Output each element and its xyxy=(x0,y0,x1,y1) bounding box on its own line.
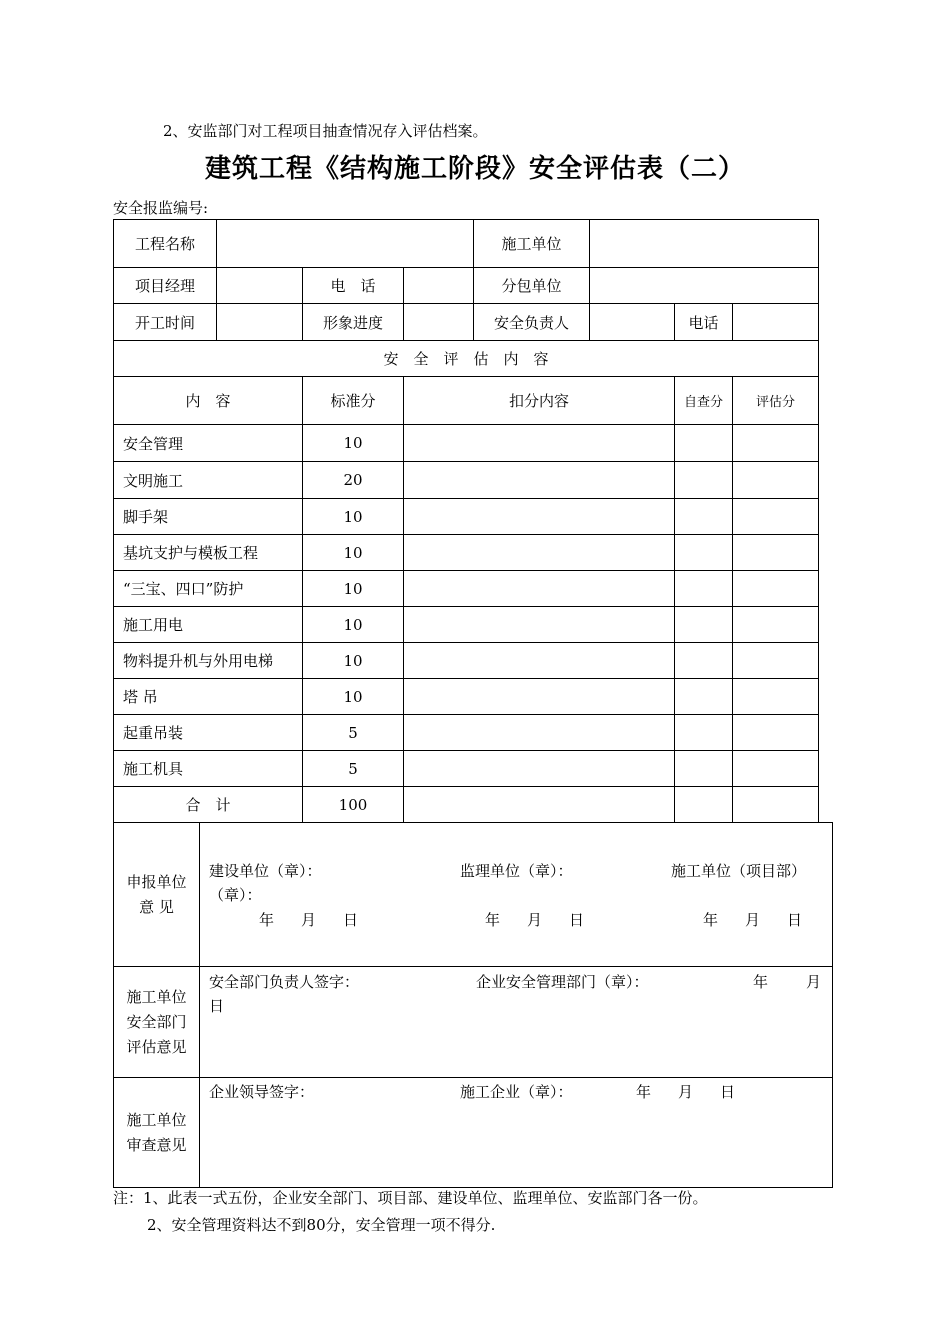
row-deduction-field[interactable] xyxy=(404,643,675,679)
row-item: 施工机具 xyxy=(114,751,303,787)
table-row xyxy=(114,462,819,499)
row-self-check-field[interactable] xyxy=(675,571,733,607)
row-assessment-field[interactable] xyxy=(733,643,819,679)
construct-enterprise-label: 施工企业（章）： xyxy=(460,1083,573,1101)
contractor-field[interactable] xyxy=(590,220,819,268)
col-assessment: 评估分 xyxy=(733,377,819,425)
safety-opinion-label xyxy=(114,967,200,1078)
row-standard-score: 10 xyxy=(303,425,404,462)
leader-sign-label: 企业领导签字： xyxy=(209,1083,315,1101)
date-year-3: 年 xyxy=(703,911,719,929)
row-item: “三宝、四口”防护 xyxy=(114,571,303,607)
row-deduction-field[interactable] xyxy=(404,571,675,607)
row-item: 基坑支护与模板工程 xyxy=(114,535,303,571)
supervise-unit-label: 监理单位（章）： xyxy=(460,862,573,880)
row-deduction-field[interactable] xyxy=(404,751,675,787)
row-assessment-field[interactable] xyxy=(733,715,819,751)
label-phone-2: 电话 xyxy=(675,304,733,341)
row-item: 脚手架 xyxy=(114,499,303,535)
review-label-line-2: 审查意见 xyxy=(126,1135,187,1154)
row-standard-score: 10 xyxy=(303,535,404,571)
row-item: 安全管理 xyxy=(114,425,303,462)
table-row xyxy=(114,571,819,607)
project-manager-field[interactable] xyxy=(217,268,303,304)
date-day-5: 日 xyxy=(720,1083,736,1101)
row-item: 起重吊装 xyxy=(114,715,303,751)
project-name-field[interactable] xyxy=(217,220,474,268)
start-time-field[interactable] xyxy=(217,304,303,341)
safety-opinion-field[interactable] xyxy=(200,967,833,1078)
date-month-1: 月 xyxy=(301,911,317,929)
date-month-2: 月 xyxy=(527,911,543,929)
table-row xyxy=(114,715,819,751)
row-assessment-field[interactable] xyxy=(733,499,819,535)
table-row xyxy=(114,535,819,571)
phone-field[interactable] xyxy=(404,268,474,304)
date-year-5: 年 xyxy=(636,1083,652,1101)
date-year-2: 年 xyxy=(485,911,501,929)
table-row xyxy=(114,607,819,643)
note-line-1: 注：1、此表一式五份，企业安全部门、项目部、建设单位、监理单位、安监部门各一份。 xyxy=(113,1189,708,1207)
date-year-4: 年 xyxy=(753,973,769,991)
col-standard-score: 标准分 xyxy=(303,377,404,425)
safety-label-line-1: 施工单位 xyxy=(126,987,187,1006)
report-label-line-1: 申报单位 xyxy=(126,872,187,891)
row-item: 施工用电 xyxy=(114,607,303,643)
safety-label-line-2: 安全部门 xyxy=(126,1012,187,1031)
row-deduction-field[interactable] xyxy=(404,715,675,751)
row-standard-score: 20 xyxy=(303,462,404,499)
table-row xyxy=(114,499,819,535)
progress-field[interactable] xyxy=(404,304,474,341)
enterprise-safety-dept-label: 企业安全管理部门（章）： xyxy=(476,973,649,991)
top-note: 2、安监部门对工程项目抽查情况存入评估档案。 xyxy=(163,122,488,140)
label-start-time: 开工时间 xyxy=(114,304,217,341)
row-deduction-field[interactable] xyxy=(404,535,675,571)
row-self-check-field[interactable] xyxy=(675,679,733,715)
row-deduction-field[interactable] xyxy=(404,425,675,462)
label-subcontractor: 分包单位 xyxy=(474,268,590,304)
row-self-check-field[interactable] xyxy=(675,462,733,499)
label-project-name: 工程名称 xyxy=(114,220,217,268)
row-assessment-field[interactable] xyxy=(733,607,819,643)
row-deduction-field[interactable] xyxy=(404,499,675,535)
page-title: 建筑工程《结构施工阶段》安全评估表（二） xyxy=(204,154,745,184)
subcontractor-field[interactable] xyxy=(590,268,819,304)
label-contractor: 施工单位 xyxy=(474,220,590,268)
row-self-check-field[interactable] xyxy=(675,535,733,571)
section-header: 安 全 评 估 内 容 xyxy=(114,341,819,377)
construct-unit-label: 施工单位（项目部） xyxy=(671,862,807,880)
total-self-check-field[interactable] xyxy=(675,787,733,823)
row-self-check-field[interactable] xyxy=(675,499,733,535)
row-assessment-field[interactable] xyxy=(733,679,819,715)
row-standard-score: 10 xyxy=(303,643,404,679)
safety-head-sign-label: 安全部门负责人签字： xyxy=(209,973,360,991)
total-score: 100 xyxy=(303,787,404,823)
label-phone: 电 话 xyxy=(303,268,404,304)
total-assessment-field[interactable] xyxy=(733,787,819,823)
date-month-4: 月 xyxy=(806,973,822,991)
date-year-1: 年 xyxy=(259,911,275,929)
review-opinion-label xyxy=(114,1078,200,1188)
assessment-table xyxy=(113,219,819,823)
row-standard-score: 5 xyxy=(303,715,404,751)
table-row xyxy=(114,679,819,715)
row-standard-score: 10 xyxy=(303,679,404,715)
safety-officer-field[interactable] xyxy=(590,304,675,341)
row-item: 塔 吊 xyxy=(114,679,303,715)
row-assessment-field[interactable] xyxy=(733,751,819,787)
row-assessment-field[interactable] xyxy=(733,462,819,499)
table-row xyxy=(114,751,819,787)
date-month-3: 月 xyxy=(745,911,761,929)
review-label-line-1: 施工单位 xyxy=(126,1110,187,1129)
row-standard-score: 10 xyxy=(303,571,404,607)
safety-label-line-3: 评估意见 xyxy=(126,1037,187,1056)
row-self-check-field[interactable] xyxy=(675,715,733,751)
build-unit-label: 建设单位（章）： xyxy=(209,862,322,880)
report-label-line-2: 意 见 xyxy=(139,897,174,916)
table-row xyxy=(114,425,819,462)
table-row xyxy=(114,643,819,679)
date-day-3: 日 xyxy=(787,911,803,929)
date-day-2: 日 xyxy=(569,911,585,929)
row-item: 文明施工 xyxy=(114,462,303,499)
row-item: 物料提升机与外用电梯 xyxy=(114,643,303,679)
row-self-check-field[interactable] xyxy=(675,643,733,679)
label-progress: 形象进度 xyxy=(303,304,404,341)
report-opinion-field[interactable] xyxy=(200,823,833,967)
row-self-check-field[interactable] xyxy=(675,607,733,643)
phone-2-field[interactable] xyxy=(733,304,819,341)
row-deduction-field[interactable] xyxy=(404,462,675,499)
total-deduction-field[interactable] xyxy=(404,787,675,823)
row-standard-score: 5 xyxy=(303,751,404,787)
row-standard-score: 10 xyxy=(303,499,404,535)
note-line-2: 2、安全管理资料达不到80分，安全管理一项不得分. xyxy=(147,1216,496,1234)
label-project-manager: 项目经理 xyxy=(114,268,217,304)
date-month-5: 月 xyxy=(678,1083,694,1101)
row-deduction-field[interactable] xyxy=(404,607,675,643)
date-day-1: 日 xyxy=(343,911,359,929)
col-self-check: 自查分 xyxy=(675,377,733,425)
row-self-check-field[interactable] xyxy=(675,425,733,462)
date-day-4: 日 xyxy=(209,997,225,1015)
col-deduction: 扣分内容 xyxy=(404,377,675,425)
seal-label: （章）： xyxy=(209,886,262,904)
report-number-label: 安全报监编号: xyxy=(113,199,209,217)
row-assessment-field[interactable] xyxy=(733,425,819,462)
row-assessment-field[interactable] xyxy=(733,571,819,607)
row-self-check-field[interactable] xyxy=(675,751,733,787)
signature-table xyxy=(113,822,833,1188)
row-assessment-field[interactable] xyxy=(733,535,819,571)
review-opinion-field[interactable] xyxy=(200,1078,833,1188)
row-deduction-field[interactable] xyxy=(404,679,675,715)
col-content: 内 容 xyxy=(114,377,303,425)
report-opinion-label xyxy=(114,823,200,967)
total-label: 合 计 xyxy=(114,787,303,823)
row-standard-score: 10 xyxy=(303,607,404,643)
label-safety-officer: 安全负责人 xyxy=(474,304,590,341)
